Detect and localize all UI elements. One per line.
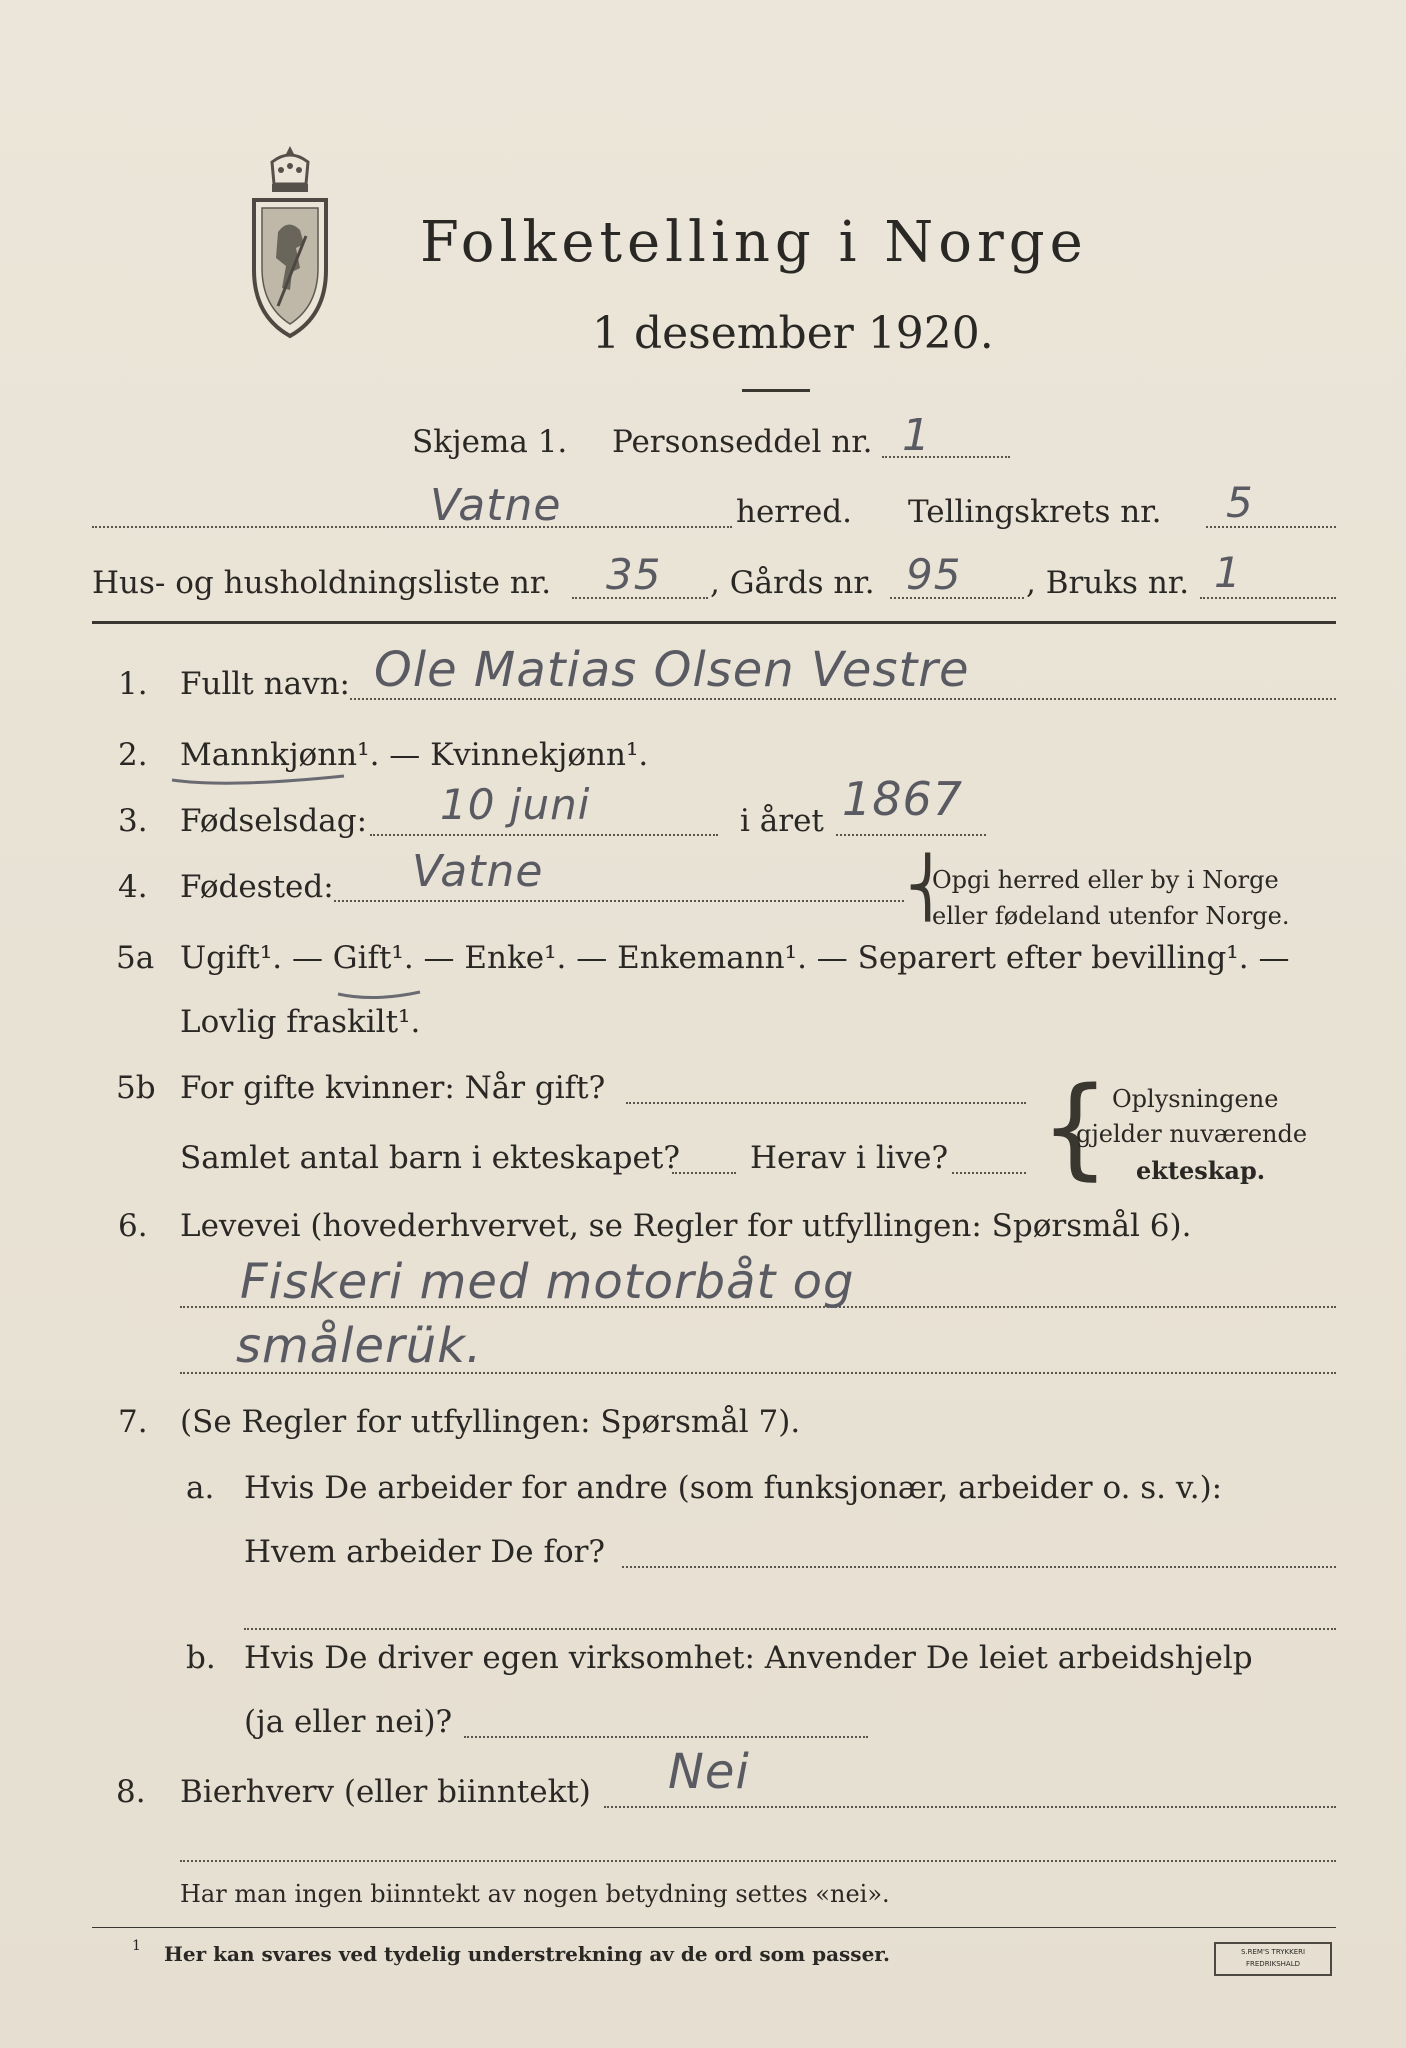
birthday-value[interactable]: 10 juni [440,780,591,829]
q3-year-line [836,834,986,836]
footnote-divider [92,1927,1336,1928]
personseddel-label: Personseddel nr. [612,424,873,460]
coat-of-arms-icon [248,140,332,340]
q7b-answer-label: (ja eller nei)? [244,1704,453,1740]
bruks-value[interactable]: 1 [1214,548,1242,597]
herred-label: herred. [736,494,852,530]
q3-year-label: i året [740,803,824,839]
q4-number: 4. [118,869,148,905]
q6-label: Levevei (hovederhvervet, se Regler for utfyllingen: Spørsmål 6). [180,1208,1192,1244]
side-income-note: Har man ingen biinntekt av nogen betydning settes «nei». [180,1880,890,1908]
hus-label: Hus- og husholdningsliste nr. [92,565,552,601]
full-name-value[interactable]: Ole Matias Olsen Vestre [374,642,970,698]
q5b-married-label: For gifte kvinner: Når gift? [180,1070,606,1106]
bruks-line [1200,597,1336,599]
q8-number: 8. [116,1774,146,1810]
header-divider [92,621,1336,624]
q1-number: 1. [118,666,148,702]
printer-city: FREDRIKSHALD [1245,1960,1300,1968]
q5a-options: Ugift¹. — Gift¹. — Enke¹. — Enkemann¹. — Separert efter bevilling¹. — [180,940,1290,976]
tellingskrets-label: Tellingskrets nr. [908,494,1162,530]
q3-line [370,834,718,836]
livelihood-value-line2[interactable]: smålerük. [236,1318,483,1374]
birth-year-value[interactable]: 1867 [842,772,964,826]
q7a-letter: a. [186,1470,215,1506]
q5b-alive-line [952,1172,1026,1174]
title-divider [742,389,810,392]
livelihood-value-line1[interactable]: Fiskeri med motorbåt og [240,1254,855,1310]
q1-label: Fullt navn: [180,666,350,702]
q7-number: 7. [118,1404,148,1440]
q5a-number: 5a [116,940,155,976]
herred-line [92,526,732,528]
q2-options: Mannkjønn¹. — Kvinnekjønn¹. [180,737,649,773]
printer-mark [1214,1942,1332,1976]
herred-value[interactable]: Vatne [430,480,562,531]
q2-number: 2. [118,737,148,773]
q7a-extra-line [244,1628,1336,1630]
schema-label: Skjema 1. [412,424,568,460]
gards-label: , Gårds nr. [710,565,875,601]
printer-name: S.REM'S TRYKKERI [1240,1948,1306,1956]
footnote-mark: 1 [132,1938,141,1954]
birthplace-value[interactable]: Vatne [412,846,544,897]
q4-line [334,900,904,902]
form-title: Folketelling i Norge [420,210,1088,275]
q5b-brace: { [1040,1063,1110,1191]
q6-number: 6. [118,1208,148,1244]
gift-underline-mark [334,986,424,1004]
q8-line [604,1806,1336,1808]
q4-label: Fødested: [180,869,334,905]
q5b-married-line [626,1102,1026,1104]
q5b-alive-label: Herav i live? [750,1140,949,1176]
q4-brace: ⎨ [906,853,950,921]
q7b-question: Hvis De driver egen virksomhet: Anvender De leiet arbeidshjelp [244,1640,1253,1676]
q5b-note-line1: Oplysningene [1112,1085,1279,1113]
q4-note-line2: eller fødeland utenfor Norge. [932,902,1290,930]
tellingskrets-value[interactable]: 5 [1226,478,1254,527]
q5b-children-label: Samlet antal barn i ekteskapet? [180,1140,680,1176]
q5b-note-line3: ekteskap. [1136,1156,1266,1185]
q5a-options-continued: Lovlig fraskilt¹. [180,1004,421,1040]
q7a-question: Hvis De arbeider for andre (som funksjonær, arbeider o. s. v.): [244,1470,1223,1506]
q5b-number: 5b [116,1070,156,1106]
personseddel-value[interactable]: 1 [902,410,931,461]
q3-number: 3. [118,803,148,839]
bruks-label: , Bruks nr. [1026,565,1190,601]
q5b-note-line2: gjelder nuværende [1076,1120,1308,1148]
footnote-text: Her kan svares ved tydelig understrekning av de ord som passer. [164,1942,890,1966]
q7b-answer-line [464,1736,868,1738]
q1-line [350,698,1336,700]
q7a-employer-line [622,1566,1336,1568]
mannkjonn-underline-mark [168,768,348,790]
q4-note-line1: Opgi herred eller by i Norge [932,866,1279,894]
q3-label: Fødselsdag: [180,803,368,839]
gards-value[interactable]: 95 [906,550,962,599]
side-income-value[interactable]: Nei [668,1744,750,1800]
q8-label: Bierhverv (eller biinntekt) [180,1774,591,1810]
hus-value[interactable]: 35 [606,550,662,599]
q5b-children-line [672,1172,736,1174]
q7b-letter: b. [186,1640,216,1676]
census-date: 1 desember 1920. [592,308,994,359]
q7-label: (Se Regler for utfyllingen: Spørsmål 7). [180,1404,801,1440]
q8-extra-line [180,1860,1336,1862]
q7a-employer-label: Hvem arbeider De for? [244,1534,606,1570]
